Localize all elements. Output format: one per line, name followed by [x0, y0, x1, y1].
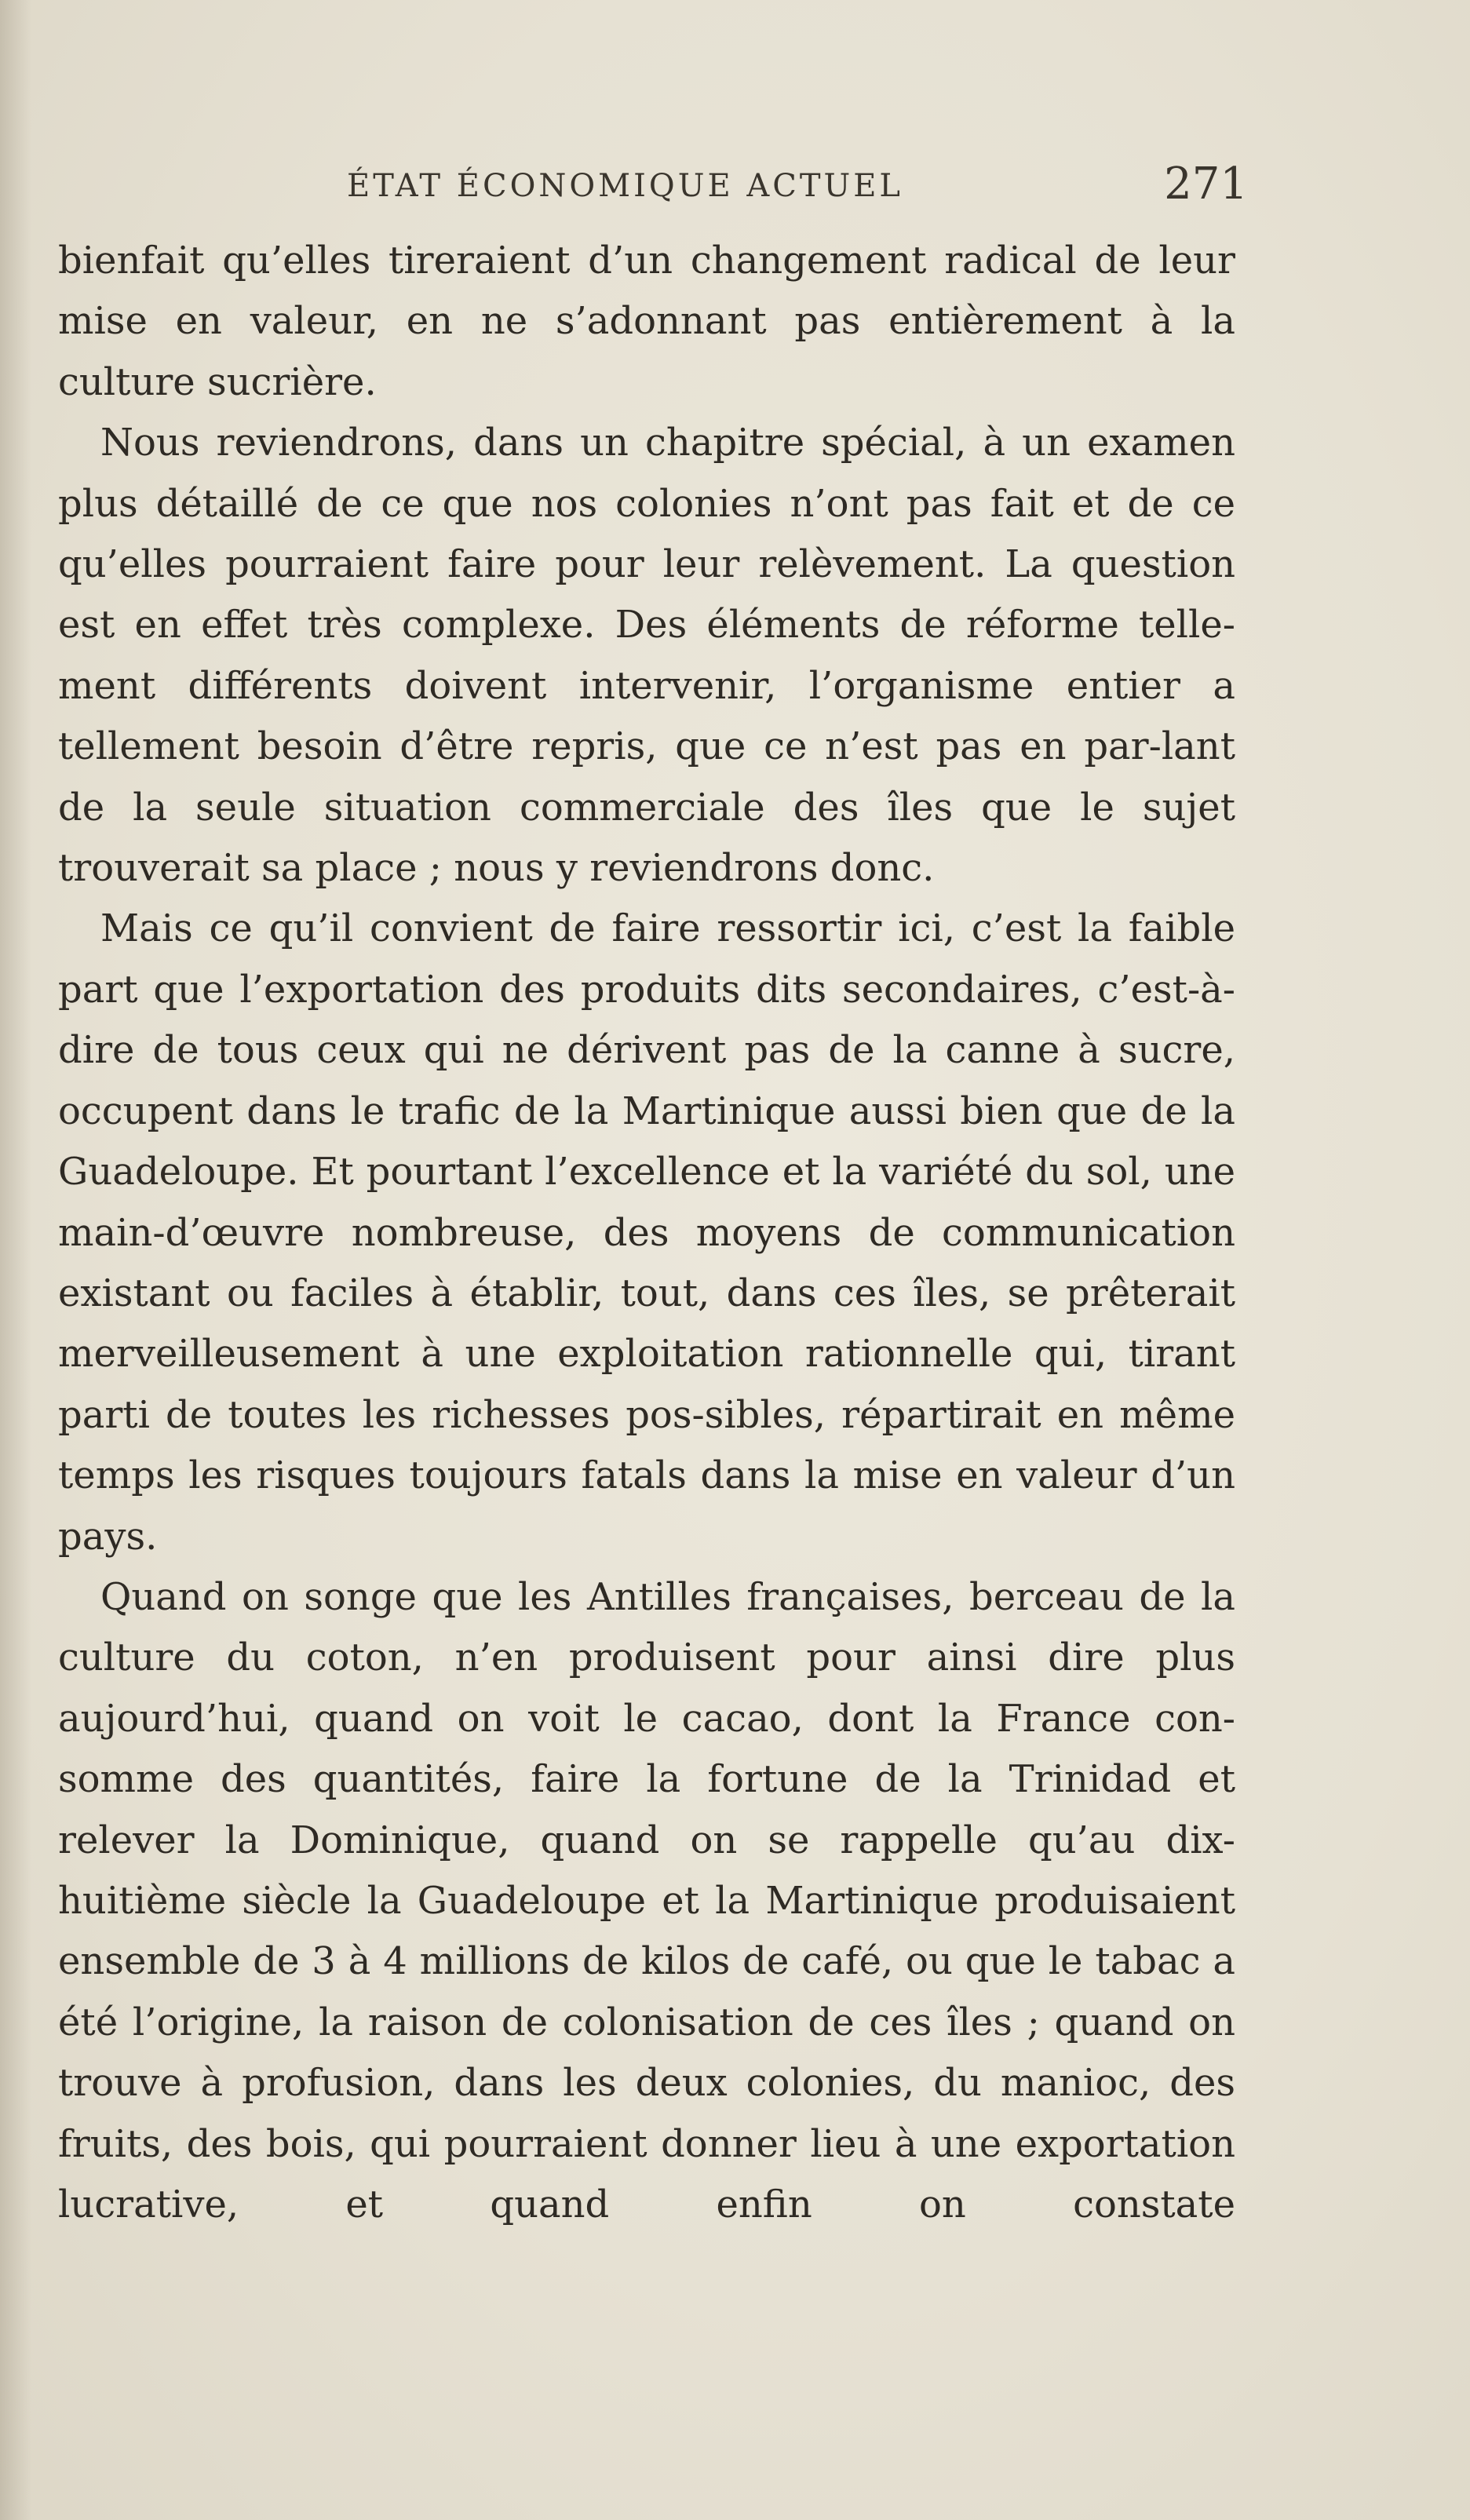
running-title: ÉTAT ÉCONOMIQUE ACTUEL [347, 168, 903, 204]
page-number: 271 [1164, 159, 1248, 210]
paragraph-1: bienfait qu’elles tireraient d’un changement radical de leur mise en valeur, en ne s’adonnant pas entièrement à la culture sucrière. [58, 239, 1235, 404]
page-binding-shadow [0, 0, 31, 2520]
body-text [58, 231, 1235, 2235]
paragraph-2: Nous reviendrons, dans un chapitre spécial, à un examen plus détaillé de ce que nos colonies n’ont pas fait et de ce qu’elles pourraient faire pour leur relèvement. La question est en effet très complexe. Des éléments de réforme telle-ment différents doivent intervenir, l’organisme entier a tellement besoin d’être repris, que ce n’est pas en par-lant de la seule situation commerciale des îles que le sujet trouverait sa place ; nous y reviendrons donc. [58, 421, 1235, 891]
page-header [58, 157, 1248, 220]
paragraph-3: Mais ce qu’il convient de faire ressortir ici, c’est la faible part que l’exportation des produits dits secondaires, c’est-à-dire de tous ceux qui ne dérivent pas de la canne à sucre, occupent dans le trafic de la Martinique aussi bien que de la Guadeloupe. Et pourtant l’excellence et la variété du sol, une main-d’œuvre nombreuse, des moyens de communication existant ou faciles à établir, tout, dans ces îles, se prêterait merveilleusement à une exploitation rationnelle qui, tirant parti de toutes les richesses pos-sibles, répartirait en même temps les risques toujours fatals dans la mise en valeur d’un pays. [58, 906, 1235, 1559]
paragraph-4: Quand on songe que les Antilles françaises, berceau de la culture du coton, n’en produisent pour ainsi dire plus aujourd’hui, quand on voit le cacao, dont la France con-somme des quantités, faire la fortune de la Trinidad et relever la Dominique, quand on se rappelle qu’au dix-huitième siècle la Guadeloupe et la Martinique produisaient ensemble de 3 à 4 millions de kilos de café, ou que le tabac a été l’origine, la raison de colonisation de ces îles ; quand on trouve à profusion, dans les deux colonies, du manioc, des fruits, des bois, qui pourraient donner lieu à une exportation lucrative, et quand enfin on constate [58, 1574, 1235, 2226]
